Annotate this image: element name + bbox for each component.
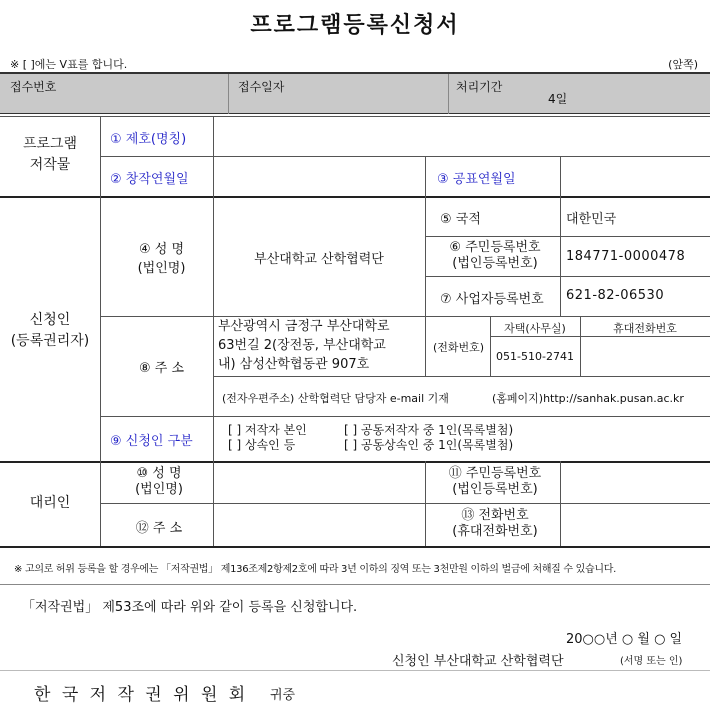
program-section-label: 프로그램 저작물 bbox=[22, 136, 78, 173]
publication-date-field[interactable] bbox=[561, 157, 710, 196]
program-title-field[interactable] bbox=[214, 117, 710, 156]
agent-name-field[interactable] bbox=[214, 462, 425, 503]
mobile-phone-field[interactable] bbox=[581, 337, 710, 376]
applicant-type-label: ⑨ 신청인 구분 bbox=[110, 434, 193, 449]
nationality-value: 대한민국 bbox=[566, 212, 617, 227]
nationality-label: ⑤ 국적 bbox=[440, 212, 481, 227]
address-label: ⑧ 주 소 bbox=[138, 361, 185, 376]
recipient-suffix: 귀중 bbox=[270, 688, 296, 703]
false-registration-warning: ※ 고의로 허위 등록을 할 경우에는 「저작권법」 제136조제2항제2호에 따라 3년 이하의 징역 또는 3천만원 이하의 벌금에 처해질 수 있습니다. bbox=[14, 564, 616, 575]
creation-date-label: ② 창작연월일 bbox=[110, 172, 189, 187]
processing-period-label: 처리기간 bbox=[456, 80, 503, 94]
agent-resident-no-field[interactable] bbox=[561, 462, 710, 503]
applicant-section-label: 신청인 (등록권리자) bbox=[10, 312, 90, 349]
resident-no-label: ⑥ 주민등록번호 (법인등록번호) bbox=[449, 240, 541, 272]
home-phone-header: 자택(사무실) bbox=[504, 322, 566, 335]
checkbox-note: ※ [ ]에는 V표를 합니다. bbox=[10, 58, 128, 71]
business-no-label: ⑦ 사업자등록번호 bbox=[440, 292, 544, 307]
agent-name-label: ⑩ 성 명 (법인명) bbox=[135, 466, 183, 498]
applicant-type-options-2[interactable]: [ ] 공동저작자 중 1인(목록별첨) [ ] 공동상속인 중 1인(목록별첨) bbox=[344, 423, 514, 452]
agent-address-field[interactable] bbox=[214, 504, 425, 546]
agent-resident-no-label: ⑪ 주민등록번호 (법인등록번호) bbox=[448, 466, 542, 498]
home-phone-value: 051-510-2741 bbox=[496, 350, 574, 363]
agent-phone-field[interactable] bbox=[561, 504, 710, 546]
agent-address-label: ⑫ 주 소 bbox=[135, 521, 183, 536]
receipt-date-label: 접수일자 bbox=[238, 80, 285, 94]
agent-section-label: 대리인 bbox=[29, 495, 71, 511]
applicant-signer: 신청인 부산대학교 산학협력단 bbox=[392, 654, 564, 669]
creation-date-field[interactable] bbox=[214, 157, 425, 196]
receipt-no-label: 접수번호 bbox=[10, 80, 57, 94]
applicant-name-value: 부산대학교 산학협력단 bbox=[254, 252, 384, 267]
phone-label: (전화번호) bbox=[432, 341, 485, 354]
business-no-value: 621-82-06530 bbox=[566, 288, 665, 303]
applicant-type-options-1[interactable]: [ ] 저작자 본인 [ ] 상속인 등 bbox=[228, 423, 307, 452]
mobile-phone-header: 휴대전화번호 bbox=[613, 322, 677, 335]
program-title-label: ① 제호(명칭) bbox=[110, 132, 187, 147]
homepage-value: (홈페이지)http://sanhak.pusan.ac.kr bbox=[492, 392, 684, 405]
receipt-header bbox=[0, 72, 710, 114]
form-title: 프로그램등록신청서 bbox=[250, 13, 460, 38]
address-value: 부산광역시 금정구 부산대학로 63번길 2(장전동, 부산대학교 내) 삼성산학협동관 907호 bbox=[218, 319, 390, 372]
sign-note: (서명 또는 인) bbox=[620, 656, 683, 667]
recipient-name: 한 국 저 작 권 위 원 회 bbox=[34, 685, 249, 705]
resident-no-value: 184771-0000478 bbox=[566, 249, 686, 264]
application-date: 20○○년 ○ 월 ○ 일 bbox=[566, 632, 683, 647]
email-label: (전자우편주소) 산학협력단 담당자 e-mail 기재 bbox=[222, 392, 449, 405]
publication-date-label: ③ 공표연월일 bbox=[437, 172, 516, 187]
application-statement: 「저작권법」 제53조에 따라 위와 같이 등록을 신청합니다. bbox=[22, 600, 358, 615]
processing-period-value: 4일 bbox=[548, 92, 568, 106]
applicant-name-label: ④ 성 명 (법인명) bbox=[137, 242, 186, 276]
page-side-label: (앞쪽) bbox=[668, 58, 698, 71]
agent-phone-label: ⑬ 전화번호 (휴대전화번호) bbox=[452, 508, 538, 540]
